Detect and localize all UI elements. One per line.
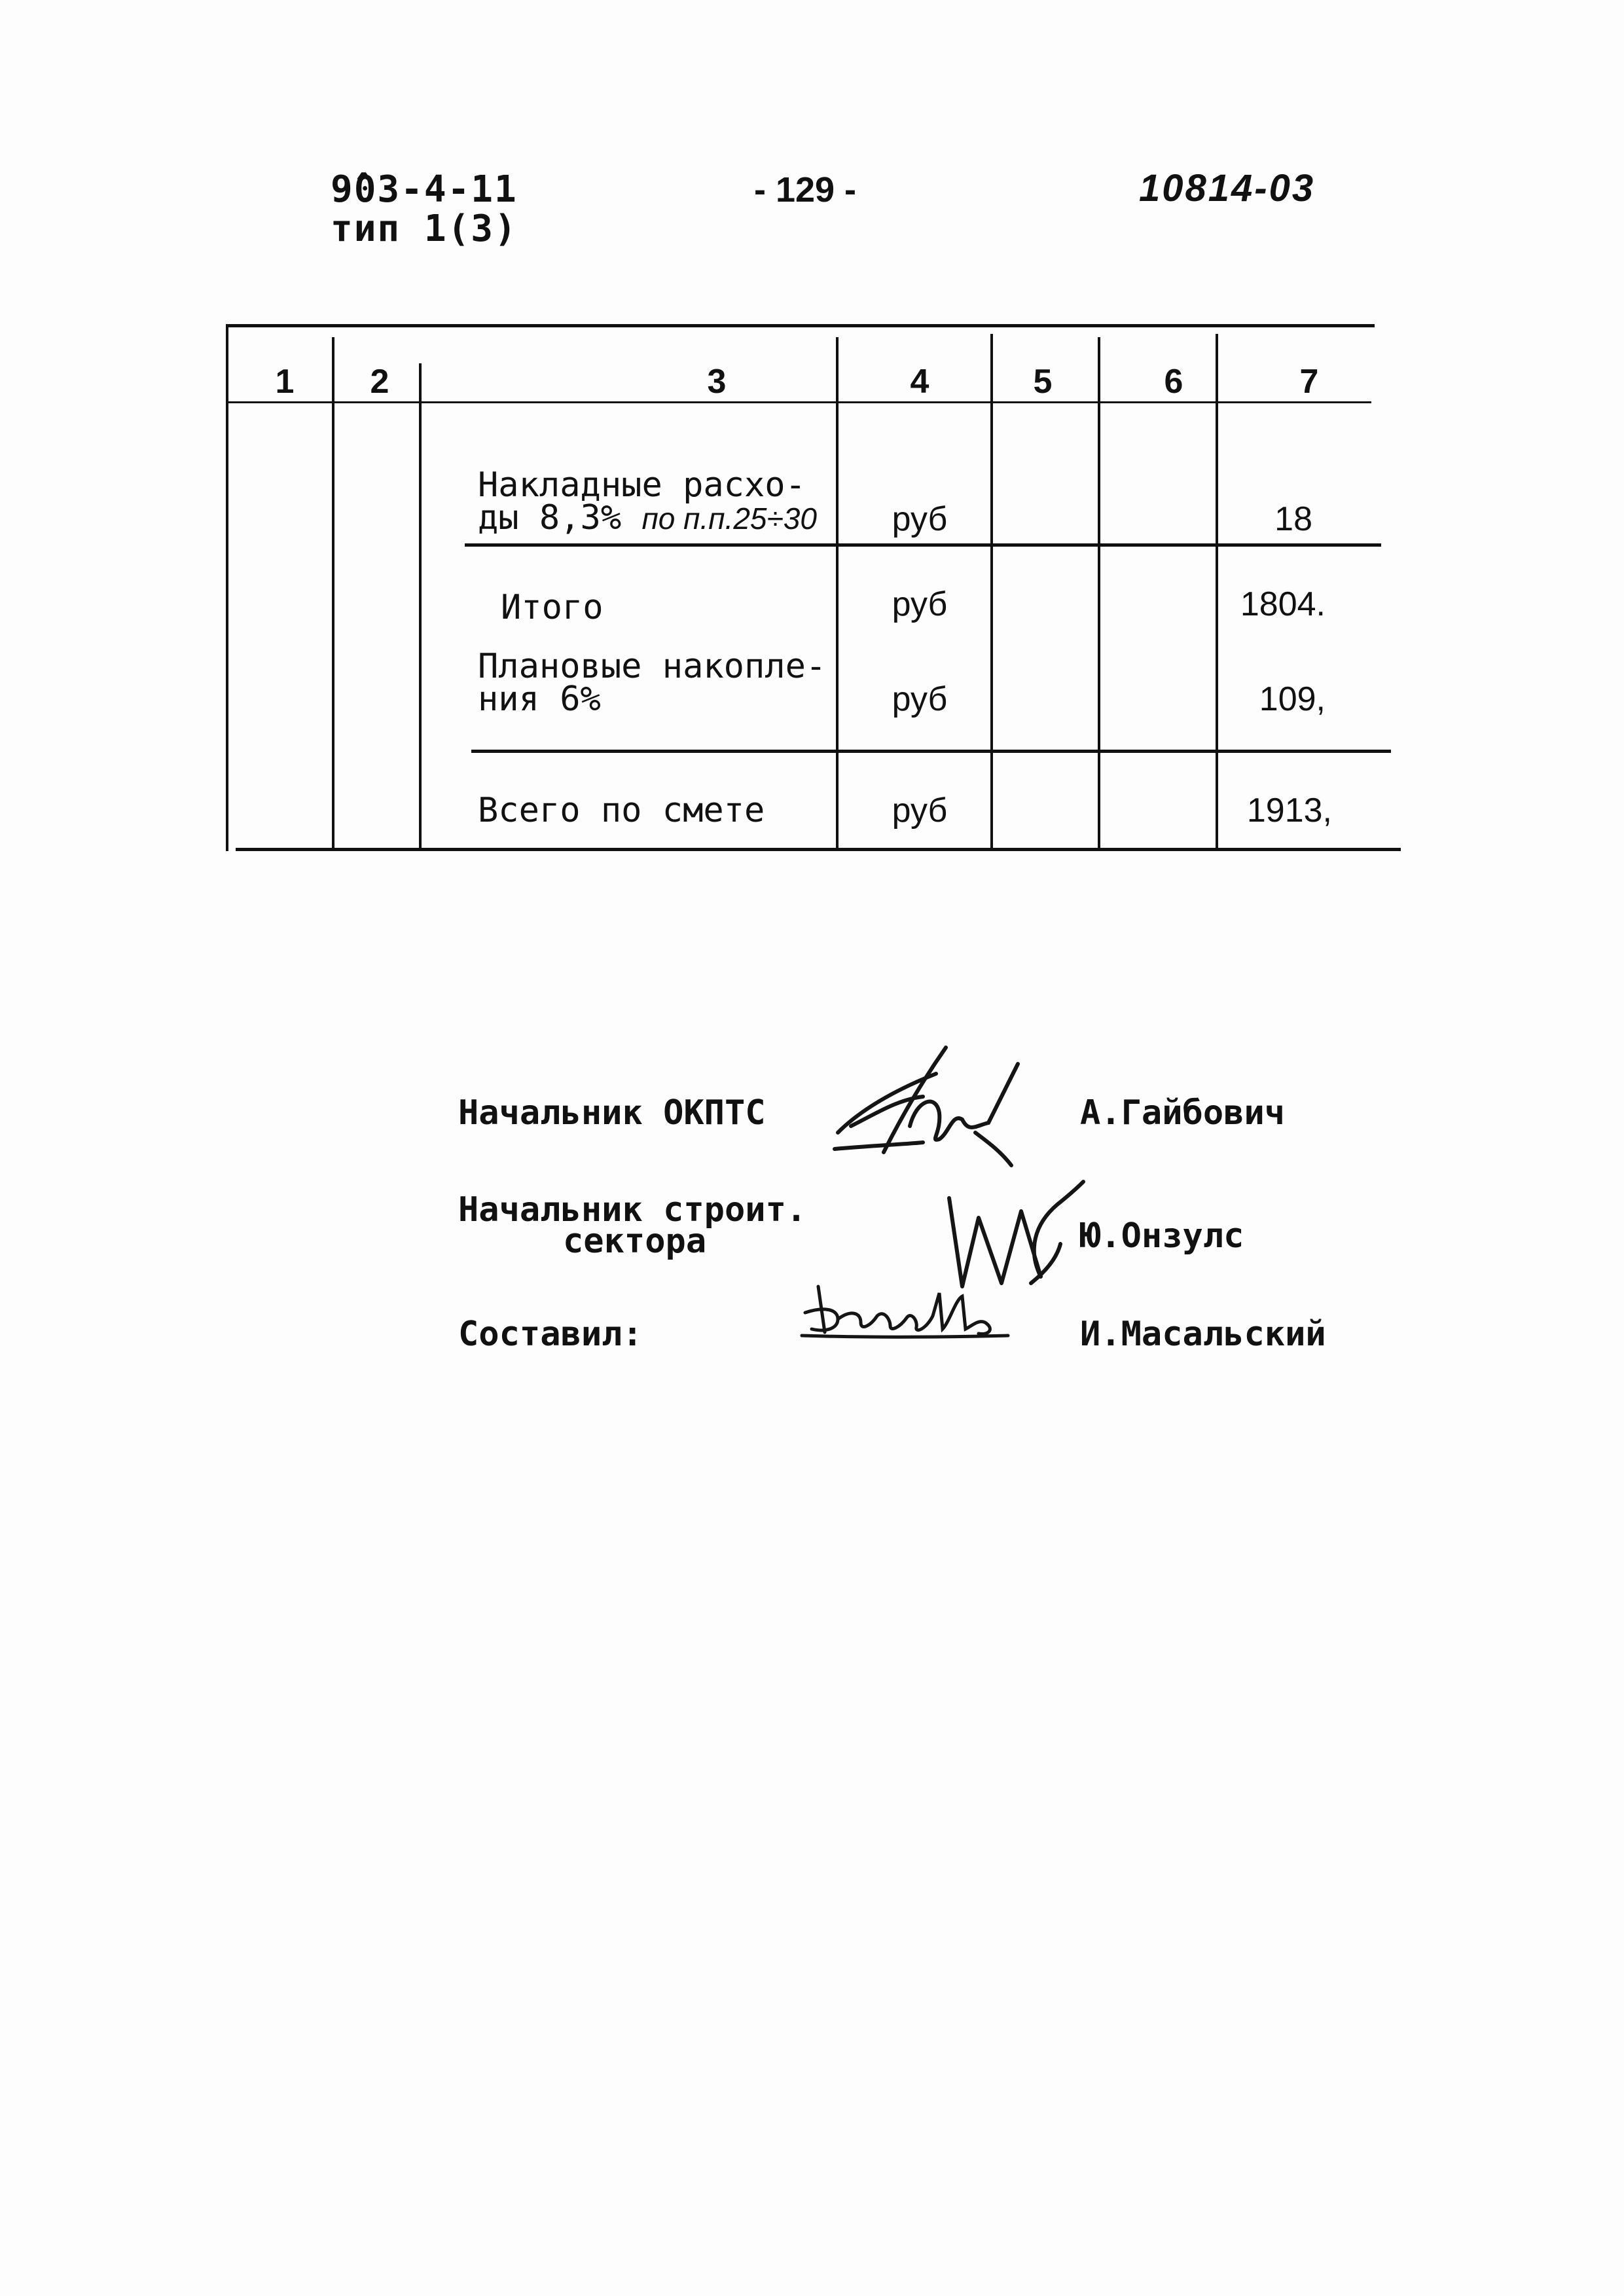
- row-total-amount: 1913,: [1246, 792, 1332, 829]
- col-number-4: 4: [910, 363, 929, 401]
- estimate-table: [226, 324, 1404, 861]
- row-overhead-amount: 18: [1274, 500, 1312, 538]
- row-overhead-note: по п.п.25÷30: [641, 501, 817, 536]
- col-number-7: 7: [1299, 363, 1319, 401]
- document-number: 10814-03: [1139, 167, 1316, 210]
- signer-2-name: Ю.Онзулс: [1080, 1216, 1244, 1256]
- row-savings-amount: 109,: [1259, 680, 1326, 718]
- signer-1-title: Начальник ОКПТС: [458, 1093, 766, 1133]
- signature-1: [825, 1034, 1034, 1178]
- header-bottom-border: [226, 401, 1371, 403]
- row-divider-1: [465, 543, 1381, 547]
- document-code: 9̂03-4-11: [331, 168, 518, 211]
- row-overhead-unit: руб: [892, 500, 948, 538]
- row-subtotal-amount: 1804.: [1240, 585, 1326, 623]
- col-divider-3: [836, 337, 839, 851]
- col-number-3: 3: [707, 363, 727, 401]
- col-divider-1: [332, 337, 334, 851]
- row-savings-unit: руб: [892, 680, 948, 718]
- table-left-border: [226, 324, 228, 851]
- row-savings-description-line1: Плановые накопле-: [478, 647, 827, 686]
- row-overhead-description-line1: Накладные расхо-: [478, 465, 806, 505]
- col-number-5: 5: [1033, 363, 1053, 401]
- page-number: - 129 -: [753, 170, 857, 210]
- signer-2-title-line1: Начальник строит.: [458, 1190, 807, 1230]
- signer-1-name: А.Гайбович: [1080, 1093, 1286, 1133]
- row-savings-description-line2: ния 6%: [478, 680, 601, 719]
- signer-3-title: Составил:: [458, 1315, 643, 1354]
- table-bottom-border: [236, 848, 1401, 851]
- signer-3-name: И.Масальский: [1080, 1315, 1326, 1354]
- document-type: тип 1(3): [331, 208, 518, 250]
- col-number-2: 2: [370, 363, 389, 401]
- row-total-unit: руб: [892, 792, 948, 829]
- row-total-description: Всего по смете: [478, 791, 765, 830]
- table-top-border: [226, 324, 1375, 327]
- row-overhead-rate: ды 8,3%: [478, 498, 622, 538]
- row-subtotal-unit: руб: [892, 585, 948, 623]
- row-divider-2: [471, 750, 1391, 753]
- col-divider-5: [1098, 337, 1100, 851]
- col-number-6: 6: [1164, 363, 1183, 401]
- row-subtotal-description: Итого: [501, 588, 604, 627]
- col-number-1: 1: [275, 363, 295, 401]
- col-divider-2: [419, 363, 422, 851]
- signer-2-title-line2: сектора: [563, 1222, 707, 1261]
- signature-3: [799, 1273, 1015, 1345]
- row-overhead-description-line2: [478, 500, 817, 537]
